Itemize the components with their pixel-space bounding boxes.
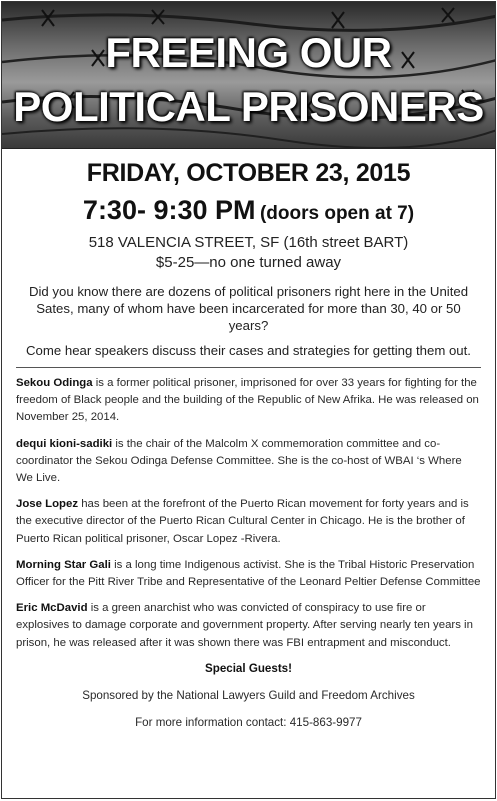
event-price: $5-25—no one turned away [155,254,342,271]
speaker-name: Jose Lopez [16,498,79,511]
title-line-1: FREEING OUR [105,29,392,76]
speaker-bio [16,600,481,652]
speaker-bio [16,557,481,591]
event-flyer [1,1,496,799]
section-divider [16,367,481,368]
doors-open-note: (doors open at 7) [259,203,415,224]
speaker-bio [16,375,481,427]
intro-text: Did you know there are dozens of political prisoners right here in the United Sates, many of whom have been incarcerated for more than 30, 40 or 50 years? [28,284,469,333]
call-to-action: Come hear speakers discuss their cases and strategies for getting them out. [26,343,471,358]
event-time-row [16,195,481,226]
speaker-name: Eric McDavid [16,602,88,615]
speaker-name: Sekou Odinga [16,377,93,389]
speaker-description: is a former political prisoner, imprisoned for over 33 years for fighting for the freedom of Black people and the building of the Republic of New Afrika. He was released on November 25, 2014. [16,377,479,424]
speaker-bio [16,436,481,488]
speaker-bio [16,496,481,548]
speaker-description: is a green anarchist who was convicted of conspiracy to use fire or explosives to damage corporate and government property. After serving nearly ten years in prison, he was released after it was shown there was FBI entrapment and misconduct. [16,602,473,649]
special-guests-heading: Special Guests! [205,661,292,675]
event-address: 518 VALENCIA STREET, SF (16th street BART) [88,234,409,251]
contact-line: For more information contact: 415-863-9977 [135,715,362,729]
speaker-description: is a long time Indigenous activist. She is the Tribal Historic Preservation Officer for the Pitt River Tribe and Representative of the Leonard Peltier Defense Committee [16,558,481,589]
speaker-description: has been at the forefront of the Puerto Rican movement for forty years and is the executive director of the Puerto Rican Cultural Center in Chicago. He is the brother of Puerto Rican political prisoner, Oscar Lopez -Rivera. [16,498,469,545]
flyer-body [2,159,495,729]
speaker-name: Morning Star Gali [16,558,111,571]
speaker-description: is the chair of the Malcolm X commemoration committee and co-coordinator the Sekou Odinga Defense Committee. She is the co-host of WBAI ‘s Where We Live. [16,437,462,485]
sponsor-line: Sponsored by the National Lawyers Guild and Freedom Archives [82,688,415,702]
event-date: FRIDAY, OCTOBER 23, 2015 [86,159,411,187]
title-line-2: POLITICAL PRISONERS [13,83,484,130]
event-time: 7:30- 9:30 PM [82,195,256,225]
speaker-name: dequi kioni-sadiki [16,437,113,450]
header-banner [2,2,495,149]
